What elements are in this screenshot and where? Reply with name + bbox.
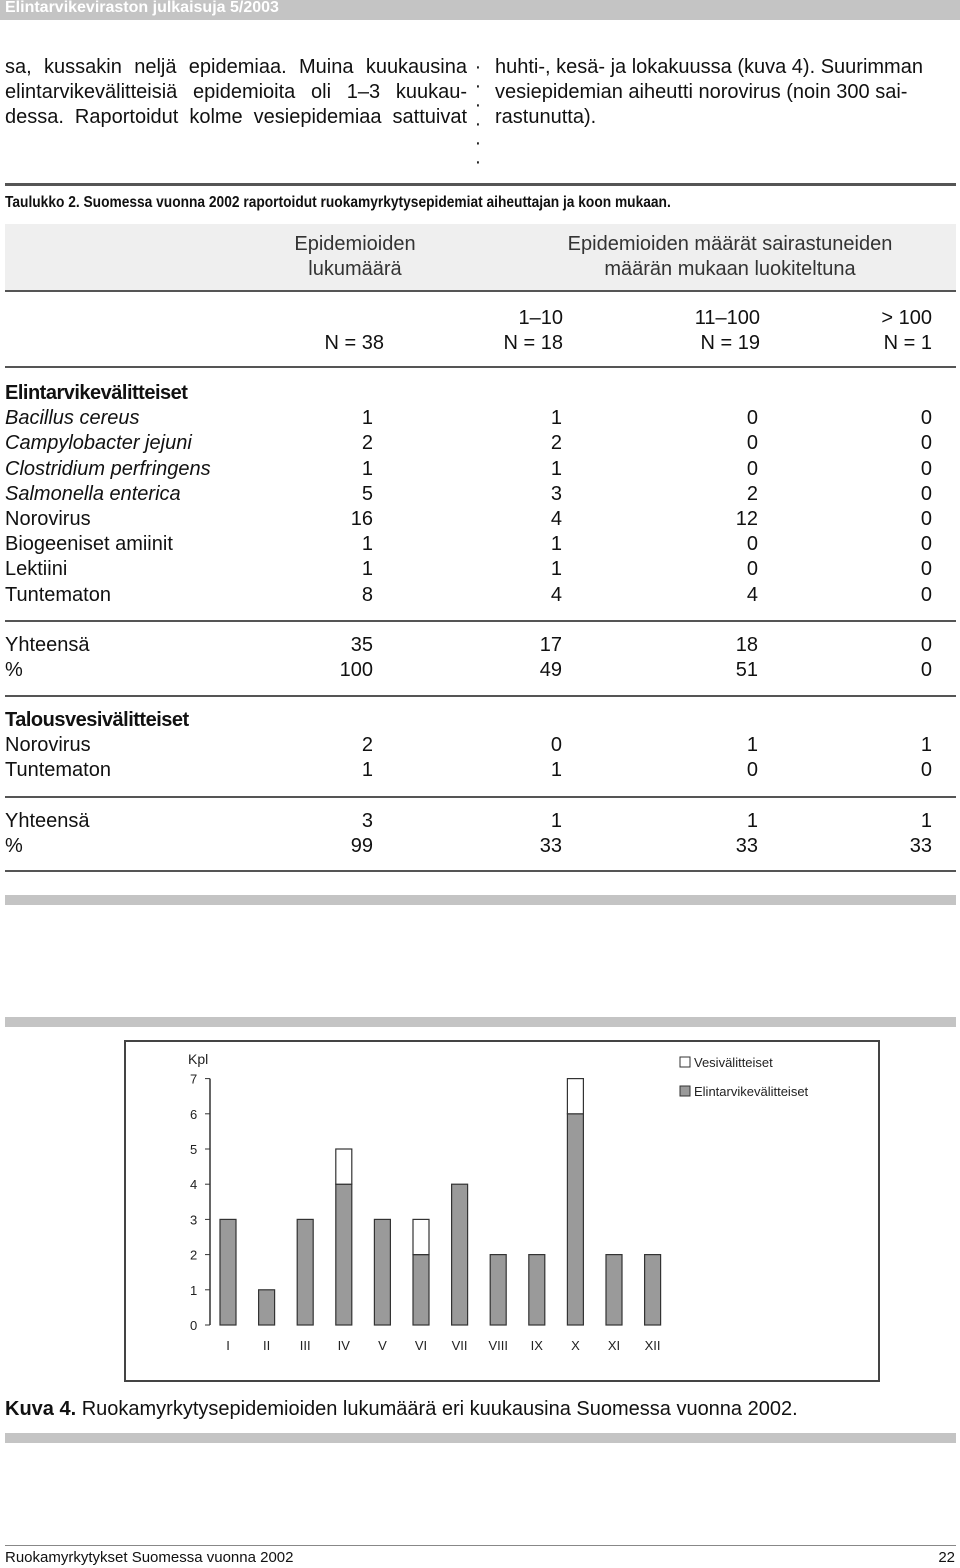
total-row-value: 51 <box>735 659 758 681</box>
total-row-label: % <box>5 834 23 857</box>
table-row-label: Norovirus <box>5 734 91 757</box>
total-row-value: 49 <box>539 659 562 681</box>
bar-elintarvike <box>336 1184 352 1325</box>
table-rule <box>5 796 956 798</box>
table-row-value: 1 <box>361 407 373 430</box>
table-row-value: 0 <box>746 759 758 782</box>
y-tick-label: 7 <box>190 1071 198 1087</box>
table-row-label: Clostridium perfringens <box>5 457 211 480</box>
figure-caption-text: Ruokamyrkytysepidemioiden lukumäärä eri kuukausina Suomessa vuonna 2002. <box>76 1398 798 1420</box>
table-row-value: 5 <box>361 482 373 505</box>
left-line-2: elintarvikevälitteisiä epidemioita oli 1–3 kuukau- <box>5 81 467 103</box>
x-tick-label: VI <box>414 1338 428 1353</box>
table-row-value: 0 <box>746 533 758 556</box>
table-row-value: 4 <box>746 583 758 606</box>
total-row-value: 0 <box>920 659 932 681</box>
right-line-2: vesiepidemian aiheutti norovirus (noin 300 sai- <box>495 81 908 103</box>
table-row-value: 1 <box>361 457 373 480</box>
table-rule <box>5 695 956 697</box>
total-row-value: 0 <box>920 633 932 656</box>
bar-vesi <box>336 1149 352 1184</box>
table-row-label: Tuntematon <box>5 583 111 606</box>
bar-vesi <box>413 1219 429 1254</box>
size-range-3: > 100 <box>881 307 932 329</box>
legend-label-vesi: Vesivälitteiset <box>694 1055 773 1070</box>
total-row-value: 3 <box>361 809 373 832</box>
table-row-label: Tuntematon <box>5 759 111 782</box>
total-row-value: 1 <box>920 809 932 832</box>
header-size <box>530 232 930 282</box>
bar-elintarvike <box>452 1184 468 1325</box>
table-bottom-band <box>5 895 956 905</box>
legend-swatch-vesi <box>680 1057 690 1067</box>
total-row-value: 33 <box>735 834 758 857</box>
bar-vesi <box>567 1079 583 1114</box>
table-row-value: 1 <box>361 533 373 556</box>
table-row-value: 0 <box>920 432 932 455</box>
table-row-value: 0 <box>746 432 758 455</box>
table-row-value: 0 <box>550 734 562 757</box>
total-row-value: 33 <box>539 834 562 857</box>
y-tick-label: 2 <box>190 1247 198 1263</box>
right-line-3: rastunutta). <box>495 106 597 128</box>
table-subheader-rule <box>5 366 956 368</box>
bar-elintarvike <box>606 1255 622 1325</box>
left-line-3: dessa. Raportoidut kolme vesiepidemiaa sattuivat <box>5 106 467 128</box>
legend-label-elintarvike: Elintarvikevälitteiset <box>694 1084 809 1099</box>
size-range-2: 11–100 <box>694 307 760 329</box>
total-row-value: 33 <box>909 834 932 857</box>
table-row-label: Salmonella enterica <box>5 482 181 505</box>
left-column-text <box>5 55 467 130</box>
publication-title: Elintarvikeviraston julkaisuja 5/2003 <box>5 0 279 16</box>
y-tick-label: 6 <box>190 1106 198 1122</box>
monthly-epidemics-chart <box>124 1040 880 1382</box>
section-title: Elintarvikevälitteiset <box>5 382 188 404</box>
x-tick-label: VIII <box>488 1338 508 1353</box>
figure-caption <box>5 1398 798 1421</box>
figure-bottom-band <box>5 1433 956 1443</box>
total-row-value: 1 <box>550 809 562 832</box>
total-row-value: 35 <box>350 633 373 656</box>
footer-title: Ruokamyrkytykset Suomessa vuonna 2002 <box>5 1549 294 1566</box>
y-tick-label: 3 <box>190 1212 198 1228</box>
bar-elintarvike <box>413 1255 429 1325</box>
figure-caption-label: Kuva 4. <box>5 1398 77 1420</box>
table-row-value: 0 <box>920 759 932 782</box>
total-row-value: 18 <box>735 633 758 656</box>
table-rule <box>5 870 956 872</box>
table-row-value: 12 <box>735 508 758 530</box>
bar-elintarvike <box>645 1255 661 1325</box>
table-row-value: 8 <box>361 583 373 606</box>
table-row-value: 1 <box>361 558 373 581</box>
table-row-value: 4 <box>550 508 562 530</box>
table-row-value: 3 <box>550 482 562 505</box>
table-row-value: 1 <box>550 759 562 782</box>
total-row-value: 100 <box>339 659 373 681</box>
y-axis-label: Kpl <box>188 1051 209 1067</box>
total-row-label: Yhteensä <box>5 809 90 832</box>
y-tick-label: 1 <box>190 1282 198 1298</box>
total-row-label: Yhteensä <box>5 633 90 656</box>
bar-elintarvike <box>374 1219 390 1325</box>
y-tick-label: 5 <box>190 1142 198 1157</box>
header-size-line-2: määrän mukaan luokiteltuna <box>604 258 856 280</box>
header-count-line-1: Epidemioiden <box>294 233 416 255</box>
table-row-value: 16 <box>350 508 373 530</box>
table-row-value: 2 <box>361 432 373 455</box>
table-row-value: 0 <box>920 482 932 505</box>
table-row-value: 0 <box>920 508 932 530</box>
right-column-text <box>495 55 957 130</box>
table-row-value: 1 <box>746 734 758 757</box>
legend-swatch-elintarvike <box>680 1086 690 1096</box>
x-tick-label: I <box>226 1338 230 1353</box>
y-tick-label: 4 <box>190 1177 198 1193</box>
section-title: Talousvesivälitteiset <box>5 709 189 731</box>
page-number: 22 <box>938 1549 955 1566</box>
table-row-value: 4 <box>550 583 562 606</box>
bar-elintarvike <box>220 1219 236 1325</box>
x-tick-label: IX <box>530 1338 543 1353</box>
x-tick-label: II <box>262 1338 271 1353</box>
y-tick-label: 0 <box>190 1318 198 1333</box>
n-range-1: N = 18 <box>503 332 563 354</box>
x-tick-label: V <box>378 1338 387 1353</box>
x-tick-label: XII <box>644 1338 661 1353</box>
table-row-label: Biogeeniset amiinit <box>5 533 173 556</box>
bar-elintarvike <box>567 1114 583 1325</box>
total-row-value: 99 <box>350 834 373 857</box>
table-row-value: 1 <box>550 533 562 556</box>
table-row-label: Norovirus <box>5 508 91 530</box>
table-header-rule <box>5 290 956 292</box>
x-tick-label: III <box>299 1338 311 1353</box>
footer-rule <box>5 1545 956 1546</box>
table-row-value: 1 <box>920 734 932 757</box>
table-row-value: 1 <box>550 457 562 480</box>
table-row-value: 0 <box>746 407 758 430</box>
header-count-line-2: lukumäärä <box>308 258 402 280</box>
x-tick-label: XI <box>607 1338 621 1353</box>
bar-elintarvike <box>297 1219 313 1325</box>
bar-elintarvike <box>529 1255 545 1325</box>
figure-top-band <box>5 1017 956 1027</box>
table-row-value: 1 <box>550 558 562 581</box>
x-tick-label: VII <box>451 1338 468 1353</box>
n-range-3: N = 1 <box>883 332 932 354</box>
total-row-value: 17 <box>539 633 562 656</box>
column-separator: · · · · · · <box>474 56 482 173</box>
x-tick-label: IV <box>337 1338 350 1353</box>
table-row-value: 2 <box>361 734 373 757</box>
table-top-rule <box>5 183 956 186</box>
table-caption: Taulukko 2. Suomessa vuonna 2002 raportoidut ruokamyrkytysepidemiat aiheuttajan ja koon mukaan. <box>5 194 671 211</box>
table-row-value: 0 <box>920 583 932 606</box>
size-range-1: 1–10 <box>518 307 563 329</box>
table-row-label: Lektiini <box>5 558 68 581</box>
total-row-label: % <box>5 659 23 681</box>
total-row-value: 1 <box>746 809 758 832</box>
n-total: N = 38 <box>324 332 384 354</box>
bar-elintarvike <box>490 1255 506 1325</box>
n-range-2: N = 19 <box>700 332 760 354</box>
table-row-value: 0 <box>920 407 932 430</box>
table-row-value: 2 <box>550 432 562 455</box>
right-line-1: huhti-, kesä- ja lokakuussa (kuva 4). Suurimman <box>495 56 923 78</box>
table-row-value: 0 <box>746 558 758 581</box>
table-row-label: Campylobacter jejuni <box>5 432 192 455</box>
header-count <box>260 232 450 282</box>
table-rule <box>5 620 956 622</box>
table-row-value: 0 <box>920 533 932 556</box>
table-row-value: 0 <box>746 457 758 480</box>
table-row-value: 2 <box>746 482 758 505</box>
bar-elintarvike <box>259 1290 275 1325</box>
header-size-line-1: Epidemioiden määrät sairastuneiden <box>567 233 893 255</box>
x-tick-label: X <box>571 1338 580 1353</box>
table-row-value: 1 <box>361 759 373 782</box>
table-row-value: 1 <box>550 407 562 430</box>
table-row-value: 0 <box>920 558 932 581</box>
table-row-label: Bacillus cereus <box>5 407 140 430</box>
left-line-1: sa, kussakin neljä epidemiaa. Muina kuukausina <box>5 56 467 78</box>
table-row-value: 0 <box>920 457 932 480</box>
